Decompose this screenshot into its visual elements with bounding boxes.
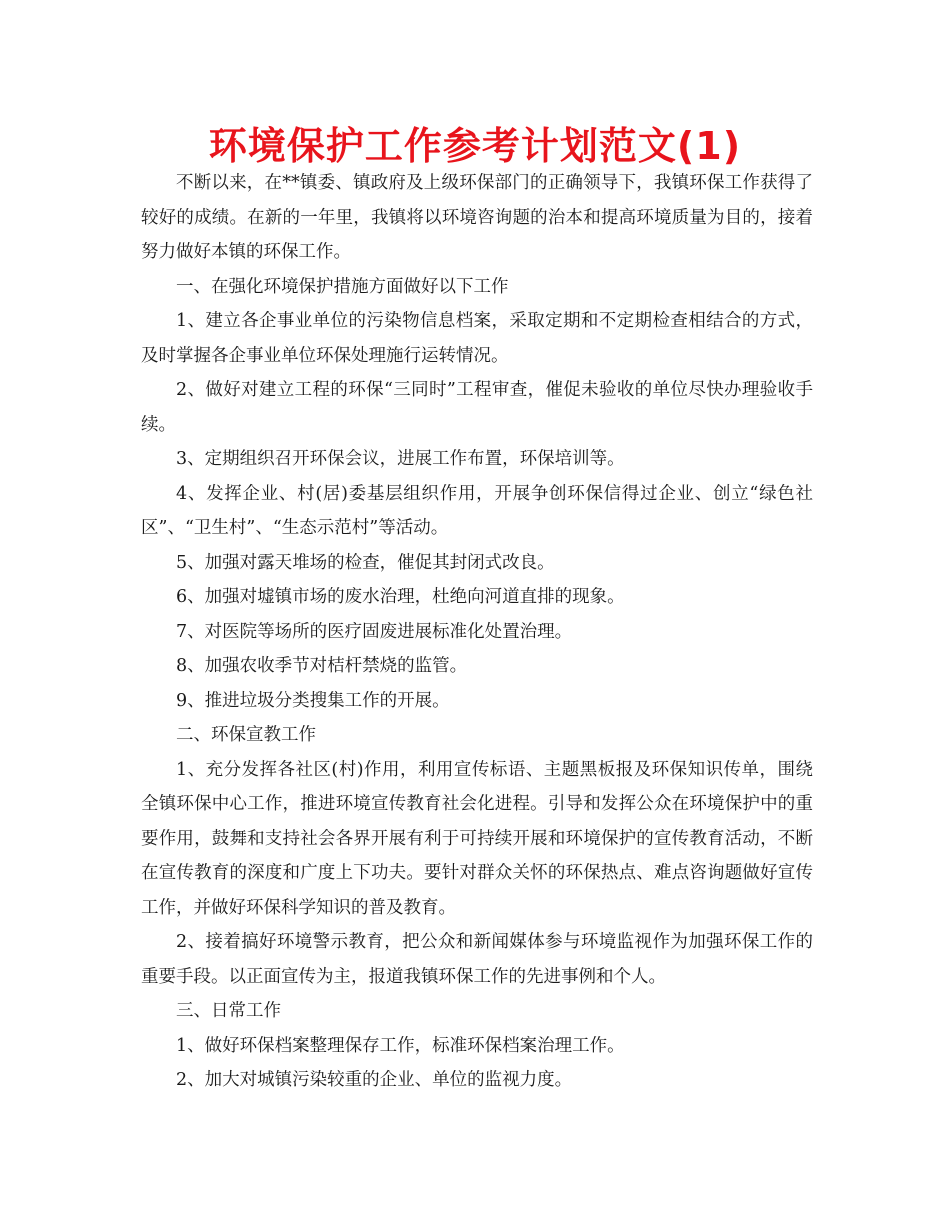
section-heading-1: 一、在强化环境保护措施方面做好以下工作 bbox=[176, 276, 509, 297]
page-title: 环境保护工作参考计划范文(1) bbox=[208, 124, 742, 168]
section-heading-2: 二、环保宣教工作 bbox=[176, 725, 316, 745]
paragraph-2-1: 1、充分发挥各社区(村)作用，利用宣传标语、主题黑板报及环保知识传单，围绕全镇环保中心工作，推进环境宣传教育社会化进程。引导和发挥公众在环境保护中的重要作用，鼓舞和支持社会各界开展有利于可持续开展和环境保护的宣传教育活动，不断在宣传教育的深度和广度上下功夫。要针对群众关怀的环保热点、难点咨询题做好宣传工作，并做好环保科学知识的普及教育。 bbox=[141, 759, 813, 918]
paragraph-1-7: 7、对医院等场所的医疗固废进展标准化处置治理。 bbox=[176, 621, 573, 642]
paragraph-1-8: 8、加强农收季节对桔杆禁烧的监管。 bbox=[176, 656, 468, 676]
paragraph-1-3: 3、定期组织召开环保会议，进展工作布置，环保培训等。 bbox=[176, 449, 625, 469]
paragraph-1-4: 4、发挥企业、村(居)委基层组织作用，开展争创环保信得过企业、创立“绿色社区”、“卫生村”、“生态示范村”等活动。 bbox=[141, 483, 813, 538]
paragraph-3-1: 1、做好环保档案整理保存工作，标准环保档案治理工作。 bbox=[176, 1035, 625, 1056]
paragraph-1-6: 6、加强对墟镇市场的废水治理，杜绝向河道直排的现象。 bbox=[176, 587, 625, 607]
section-heading-3: 三、日常工作 bbox=[176, 1001, 281, 1021]
paragraph-intro: 不断以来，在**镇委、镇政府及上级环保部门的正确领导下，我镇环保工作获得了较好的成绩。在新的一年里，我镇将以环境咨询题的治本和提高环境质量为目的，接着努力做好本镇的环保工作。 bbox=[141, 173, 813, 262]
document-body bbox=[141, 166, 813, 1098]
paragraph-2-2: 2、接着搞好环境警示教育，把公众和新闻媒体参与环境监视作为加强环保工作的重要手段。以正面宣传为主，报道我镇环保工作的先进事例和个人。 bbox=[141, 932, 813, 987]
paragraph-1-9: 9、推进垃圾分类搜集工作的开展。 bbox=[176, 690, 450, 711]
paragraph-3-2: 2、加大对城镇污染较重的企业、单位的监视力度。 bbox=[176, 1070, 573, 1090]
paragraph-1-5: 5、加强对露天堆场的检查，催促其封闭式改良。 bbox=[176, 552, 555, 573]
paragraph-1-1: 1、建立各企事业单位的污染物信息档案，采取定期和不定期检查相结合的方式，及时掌握各企事业单位环保处理施行运转情况。 bbox=[141, 311, 813, 366]
paragraph-1-2: 2、做好对建立工程的环保“三同时”工程审查，催促未验收的单位尽快办理验收手续。 bbox=[141, 380, 813, 435]
